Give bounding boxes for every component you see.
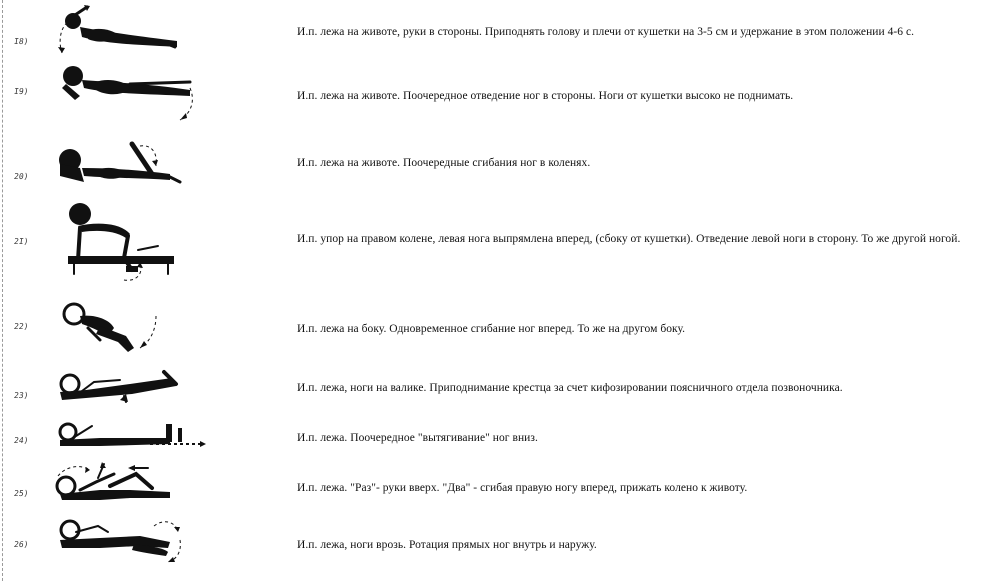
exercise-number: I8) (13, 37, 30, 46)
exercise-figure-22 (40, 296, 190, 361)
exercise-description: И.п. лежа на животе, руки в стороны. Приподнять голову и плечи от кушетки на 3-5 см и удержание в этом положении 4-6 с. (297, 26, 915, 38)
exercise-figure-24 (40, 414, 210, 454)
page-left-border (2, 0, 3, 581)
exercise-figure-20 (40, 136, 200, 196)
exercise-number: I9) (13, 87, 30, 96)
exercise-figure-18 (40, 5, 190, 60)
exercise-figure-25 (40, 460, 190, 510)
exercise-figure-21 (40, 198, 190, 288)
exercise-figure-19 (40, 58, 200, 128)
exercise-number: 25) (13, 489, 30, 498)
exercise-description: И.п. лежа, ноги на валике. Приподнимание крестца за счет кифозировании поясничного отдела позвоночника. (297, 382, 843, 394)
exercise-description: И.п. лежа на животе. Поочередные сгибания ног в коленях. (297, 157, 591, 169)
exercise-number: 20) (13, 172, 30, 181)
exercise-number: 24) (13, 436, 30, 445)
exercise-description: И.п. лежа. "Раз"- руки вверх. "Два" - сгибая правую ногу вперед, прижать колено к животу. (297, 482, 748, 494)
exercise-description: И.п. лежа на боку. Одновременное сгибание ног вперед. То же на другом боку. (297, 323, 686, 335)
exercise-number: 22) (13, 322, 30, 331)
exercise-figure-23 (40, 364, 190, 409)
exercise-number: 26) (13, 540, 30, 549)
exercise-description: И.п. лежа, ноги врозь. Ротация прямых ног внутрь и наружу. (297, 539, 597, 551)
exercise-figure-26 (40, 512, 190, 567)
exercise-description: И.п. лежа на животе. Поочередное отведение ног в стороны. Ноги от кушетки высоко не поднимать. (297, 90, 794, 102)
exercise-description: И.п. упор на правом колене, левая нога выпрямлена вперед, (сбоку от кушетки). Отведение левой ноги в сторону. То же другой ногой. (297, 233, 961, 245)
exercise-number: 2I) (13, 237, 30, 246)
exercise-description: И.п. лежа. Поочередное "вытягивание" ног вниз. (297, 432, 538, 444)
exercise-number: 23) (13, 391, 30, 400)
